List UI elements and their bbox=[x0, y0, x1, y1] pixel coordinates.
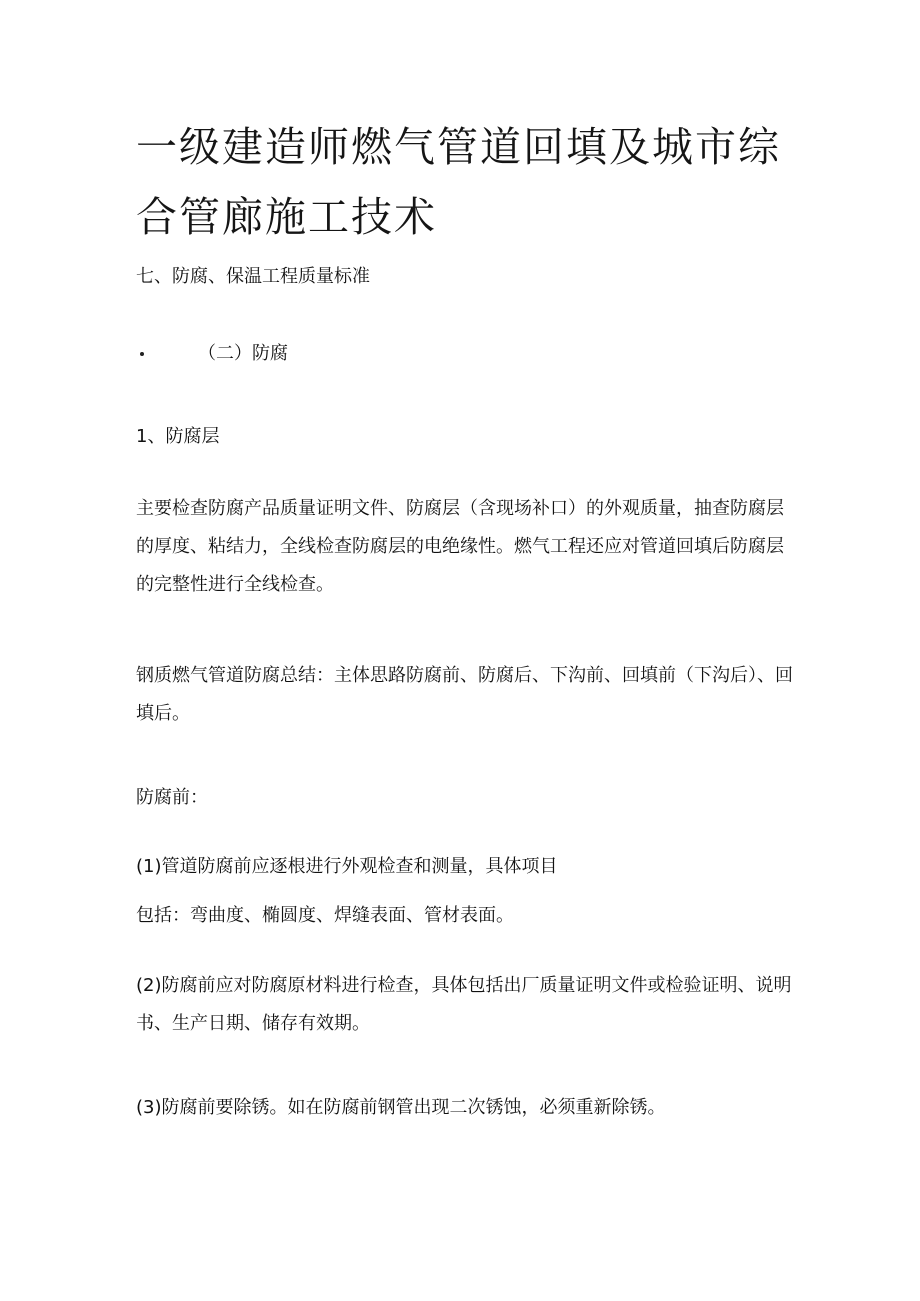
paragraph-summary: 钢质燃气管道防腐总结：主体思路防腐前、防腐后、下沟前、回填前（下沟后）、回填后。 bbox=[136, 665, 793, 724]
subsection-row bbox=[140, 342, 440, 366]
section-heading: 七、防腐、保温工程质量标准 bbox=[136, 266, 370, 287]
item-heading: 1、防腐层 bbox=[136, 426, 220, 447]
item-3: (3)防腐前要除锈。如在防腐前钢管出现二次锈蚀，必须重新除锈。 bbox=[136, 1097, 666, 1118]
item-1-line-2: 包括：弯曲度、椭圆度、焊缝表面、管材表面。 bbox=[136, 905, 514, 926]
paragraph-inspection: 主要检查防腐产品质量证明文件、防腐层（含现场补口）的外观质量，抽查防腐层的厚度、粘结力，全线检查防腐层的电绝缘性。燃气工程还应对管道回填后防腐层的完整性进行全线检查。 bbox=[136, 498, 784, 595]
bullet-icon bbox=[140, 352, 144, 356]
document-title: 一级建造师燃气管道回填及城市综合管廊施工技术 bbox=[136, 123, 781, 241]
subsection-label: （二）防腐 bbox=[198, 343, 288, 364]
before-label: 防腐前： bbox=[136, 787, 208, 808]
item-2: (2)防腐前应对防腐原材料进行检查，具体包括出厂质量证明文件或检验证明、说明书、生产日期、储存有效期。 bbox=[136, 975, 792, 1034]
item-1-line-1: (1)管道防腐前应逐根进行外观检查和测量，具体项目 bbox=[136, 856, 558, 877]
